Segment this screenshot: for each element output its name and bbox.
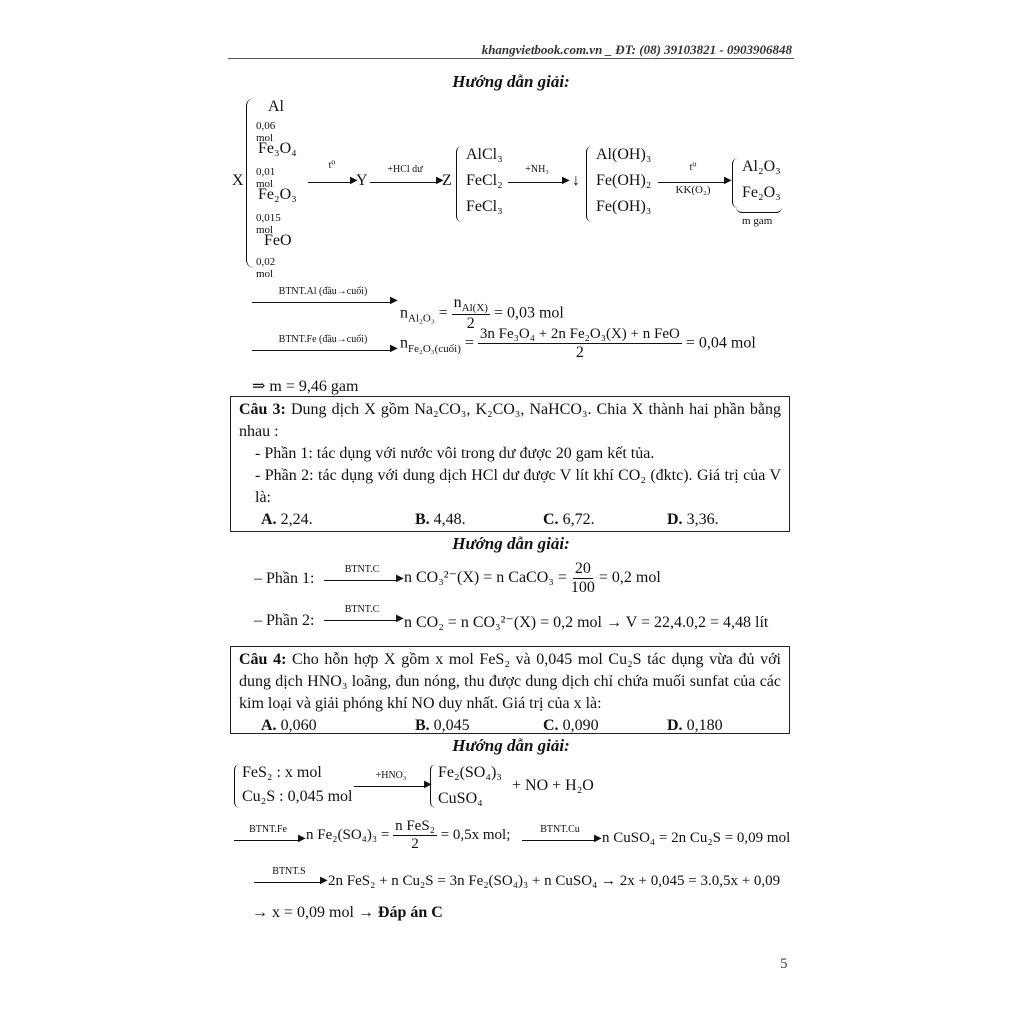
underbrace bbox=[736, 206, 782, 213]
eq1-sub: Al₂O₃ bbox=[408, 312, 435, 325]
eq1-num: n bbox=[453, 294, 462, 311]
arrow-t0: t⁰ ▶ bbox=[308, 172, 356, 188]
sol3-p1-frac bbox=[571, 560, 595, 597]
question-3-box bbox=[230, 396, 790, 532]
sol4-pr2: CuSO₄ bbox=[438, 790, 483, 807]
q4-opt-c[interactable]: C. 0,090 bbox=[543, 717, 599, 734]
q4-opt-a[interactable]: A. 0,060 bbox=[261, 717, 317, 734]
sol4-l4 bbox=[252, 904, 443, 922]
sol4-answer: Đáp án C bbox=[377, 904, 443, 921]
guide-title-3: Hướng dẫn giải: bbox=[452, 736, 570, 755]
eq2-frac bbox=[478, 326, 682, 362]
page-header: khangvietbook.com.vn _ ĐT: (08) 39103821 - 0903906848 bbox=[481, 42, 792, 57]
sol4-brace-right bbox=[430, 764, 437, 808]
sol4-pr1: Fe₂(SO₄)₃ bbox=[438, 764, 502, 781]
scheme-z: Z bbox=[442, 172, 452, 189]
sol4-l2 bbox=[306, 818, 510, 853]
eq2-num: 3n Fe₃O₄ + 2n Fe₂O₃(X) + n FeO bbox=[479, 326, 680, 342]
scheme-x: X bbox=[232, 172, 244, 189]
eq2-sub: Fe₂O₃(cuối) bbox=[408, 342, 461, 355]
sol3-p2-arrow-label: BTNT.C bbox=[344, 604, 380, 615]
sol3-p2-label: – Phần 2: bbox=[254, 612, 315, 629]
sol4-l2-lhs: n Fe₂(SO₄)₃ = bbox=[306, 826, 390, 843]
sol4-arrow-label: +HNO₃ bbox=[375, 770, 407, 781]
q4-opt-b[interactable]: B. 0,045 bbox=[415, 717, 470, 734]
sol4-r2: Cu₂S : 0,045 mol bbox=[242, 788, 353, 805]
z-alcl3: AlCl₃ bbox=[466, 146, 503, 163]
sol4-pr-tail: + NO + H₂O bbox=[512, 777, 594, 794]
question-4-box bbox=[230, 646, 790, 734]
arrow-hcl: +HCl dư ▶ bbox=[370, 172, 440, 188]
arrow-hcl-label: +HCl dư bbox=[387, 164, 423, 175]
eq1-den: 2 bbox=[466, 315, 475, 333]
sol3-p2-eq: n CO₂ = n CO₃²⁻(X) = 0,2 mol → V = 22,4.0,2 = 4,48 lít bbox=[404, 614, 769, 631]
brace-hydroxide bbox=[586, 146, 595, 222]
q3-item1: - Phần 1: tác dụng với nước vôi trong dư được 20 gam kết tủa. bbox=[255, 445, 655, 462]
guide-title-2: Hướng dẫn giải: bbox=[452, 534, 570, 553]
sol4-r1: FeS₂ : x mol bbox=[242, 764, 322, 781]
scheme-y: Y bbox=[356, 172, 368, 189]
sol4-arrow: +HNO₃ ▶ bbox=[354, 774, 428, 792]
arrow-t0-label: t⁰ bbox=[328, 160, 336, 171]
q4-title: Câu 4: bbox=[239, 651, 287, 668]
q3-opt-d[interactable]: D. 3,36. bbox=[667, 511, 719, 528]
sol4-l4-text: → x = 0,09 mol → bbox=[252, 904, 374, 921]
m-gam-label: m gam bbox=[742, 215, 773, 227]
q4-stem bbox=[239, 649, 781, 715]
reactant-feo: FeO bbox=[264, 232, 292, 249]
eq1-num-sub: Al(X) bbox=[461, 302, 488, 315]
page-number: 5 bbox=[780, 956, 788, 972]
q3-opt-b[interactable]: B. 4,48. bbox=[415, 511, 466, 528]
r-al2o3: Al₂O₃ bbox=[742, 158, 781, 175]
sol4-l2-label2: BTNT.Cu bbox=[540, 824, 580, 835]
eq2-lhs bbox=[400, 326, 756, 362]
eq2-arrow: BTNT.Fe (đầu→cuối) ▶ bbox=[252, 336, 394, 354]
p-feoh2: Fe(OH)₂ bbox=[596, 172, 652, 189]
sol4-l3-arrow: BTNT.S ▶ bbox=[254, 868, 324, 886]
fe2o3-mol: 0,015 mol bbox=[256, 212, 281, 236]
sol3-p1-den: 100 bbox=[570, 579, 595, 596]
q3-opt-c[interactable]: C. 6,72. bbox=[543, 511, 595, 528]
arrow-nh3: +NH₃ ▶ bbox=[508, 172, 566, 188]
sol4-l2-num: n FeS₂ bbox=[395, 818, 435, 834]
sol3-p1-label: – Phần 1: bbox=[254, 570, 315, 587]
q3-options bbox=[239, 509, 781, 531]
sol4-l2-mid: = 0,5x mol; bbox=[440, 826, 511, 843]
q4-text: Cho hỗn hợp X gồm x mol FeS₂ và 0,045 mol Cu₂S tác dụng vừa đủ với dung dịch HNO₃ loãng, đun nóng, thu được dung dịch chỉ chứa muối sunfat của các kim loại và giải phóng khí NO duy nhất. Giá trị của x là: bbox=[239, 651, 781, 712]
q3-text: Dung dịch X gồm Na₂CO₃, K₂CO₃, NaHCO₃. Chia X thành hai phần bằng nhau : bbox=[239, 401, 781, 440]
eq2-rhs: = 0,04 mol bbox=[685, 334, 756, 352]
sol3-p1-arrow-label: BTNT.C bbox=[344, 564, 380, 575]
eq1-arrow-label: BTNT.Al (đầu→cuối) bbox=[278, 286, 368, 297]
brace-z bbox=[456, 146, 465, 222]
eq1-arrow: BTNT.Al (đầu→cuối) ▶ bbox=[252, 288, 394, 306]
sol4-l2-frac bbox=[393, 818, 437, 853]
sol4-brace-left bbox=[234, 764, 241, 808]
r-fe2o3: Fe₂O₃ bbox=[742, 184, 781, 201]
z-fecl3: FeCl₃ bbox=[466, 198, 503, 215]
eq1-rhs: = 0,03 mol bbox=[493, 304, 564, 322]
p-aloh3: Al(OH)₃ bbox=[596, 146, 652, 163]
sol4-l2-label: BTNT.Fe bbox=[249, 824, 287, 835]
feo-mol: 0,02 mol bbox=[256, 256, 276, 280]
sol3-p2-arrow: BTNT.C ▶ bbox=[324, 606, 400, 624]
brace-oxide bbox=[732, 158, 741, 208]
sol4-l2-arrow: BTNT.Fe ▶ bbox=[234, 826, 302, 844]
sol3-p1-rhs: = 0,2 mol bbox=[598, 569, 661, 587]
sol3-p1-num: 20 bbox=[574, 560, 591, 577]
al-mol: 0,06 mol bbox=[256, 120, 276, 144]
arrow-t0b-label: t⁰ bbox=[689, 162, 697, 173]
sol3-p1-eqtext: n CO₃²⁻(X) = n CaCO₃ = bbox=[404, 569, 567, 587]
q4-opt-d[interactable]: D. 0,180 bbox=[667, 717, 723, 734]
sol3-p1-eq bbox=[404, 560, 661, 597]
q3-title: Câu 3: bbox=[239, 401, 286, 418]
sol4-l3-eq: 2n FeS₂ + n Cu₂S = 3n Fe₂(SO₄)₃ + n CuSO₄ → 2x + 0,045 = 3.0,5x + 0,09 bbox=[328, 873, 781, 889]
sol4-l2-arrow2: BTNT.Cu ▶ bbox=[522, 826, 598, 844]
p-feoh3: Fe(OH)₃ bbox=[596, 198, 652, 215]
arrow-kk-label: KK(O₂) bbox=[675, 184, 711, 196]
q4-options bbox=[239, 715, 781, 737]
sol4-l3-label: BTNT.S bbox=[272, 866, 306, 877]
header-divider bbox=[228, 58, 794, 59]
sol4-l2-den: 2 bbox=[411, 836, 419, 852]
eq1-n: n bbox=[400, 304, 408, 322]
eq2-n: n bbox=[400, 334, 408, 352]
eq2-eq: = bbox=[464, 334, 474, 352]
eq2-arrow-label: BTNT.Fe (đầu→cuối) bbox=[278, 334, 368, 345]
z-fecl2: FeCl₂ bbox=[466, 172, 503, 189]
eq2-den: 2 bbox=[575, 344, 584, 361]
reactant-al: Al bbox=[268, 98, 284, 115]
guide-title-1: Hướng dẫn giải: bbox=[452, 72, 570, 91]
q3-item2: - Phần 2: tác dụng với dung dịch HCl dư được V lít khí CO₂ (đktc). Giá trị của V là: bbox=[255, 467, 781, 506]
arrow-t0-kk: t⁰ ▶ KK(O₂) bbox=[658, 172, 728, 202]
reactant-fe3o4: Fe₃O₄ bbox=[258, 140, 297, 157]
q3-opt-a[interactable]: A. 2,24. bbox=[261, 511, 313, 528]
result-m: ⇒ m = 9,46 gam bbox=[252, 378, 359, 395]
arrow-nh3-label: +NH₃ bbox=[525, 164, 549, 175]
fe3o4-mol: 0,01 mol bbox=[256, 166, 276, 190]
sol4-l2-rhs: n CuSO₄ = 2n Cu₂S = 0,09 mol bbox=[602, 830, 791, 846]
precipitate-arrow: ↓ bbox=[572, 172, 580, 189]
reactant-fe2o3: Fe₂O₃ bbox=[258, 186, 297, 203]
sol3-p1-arrow: BTNT.C ▶ bbox=[324, 566, 400, 584]
eq1-eq: = bbox=[438, 304, 448, 322]
q3-stem bbox=[239, 399, 781, 443]
